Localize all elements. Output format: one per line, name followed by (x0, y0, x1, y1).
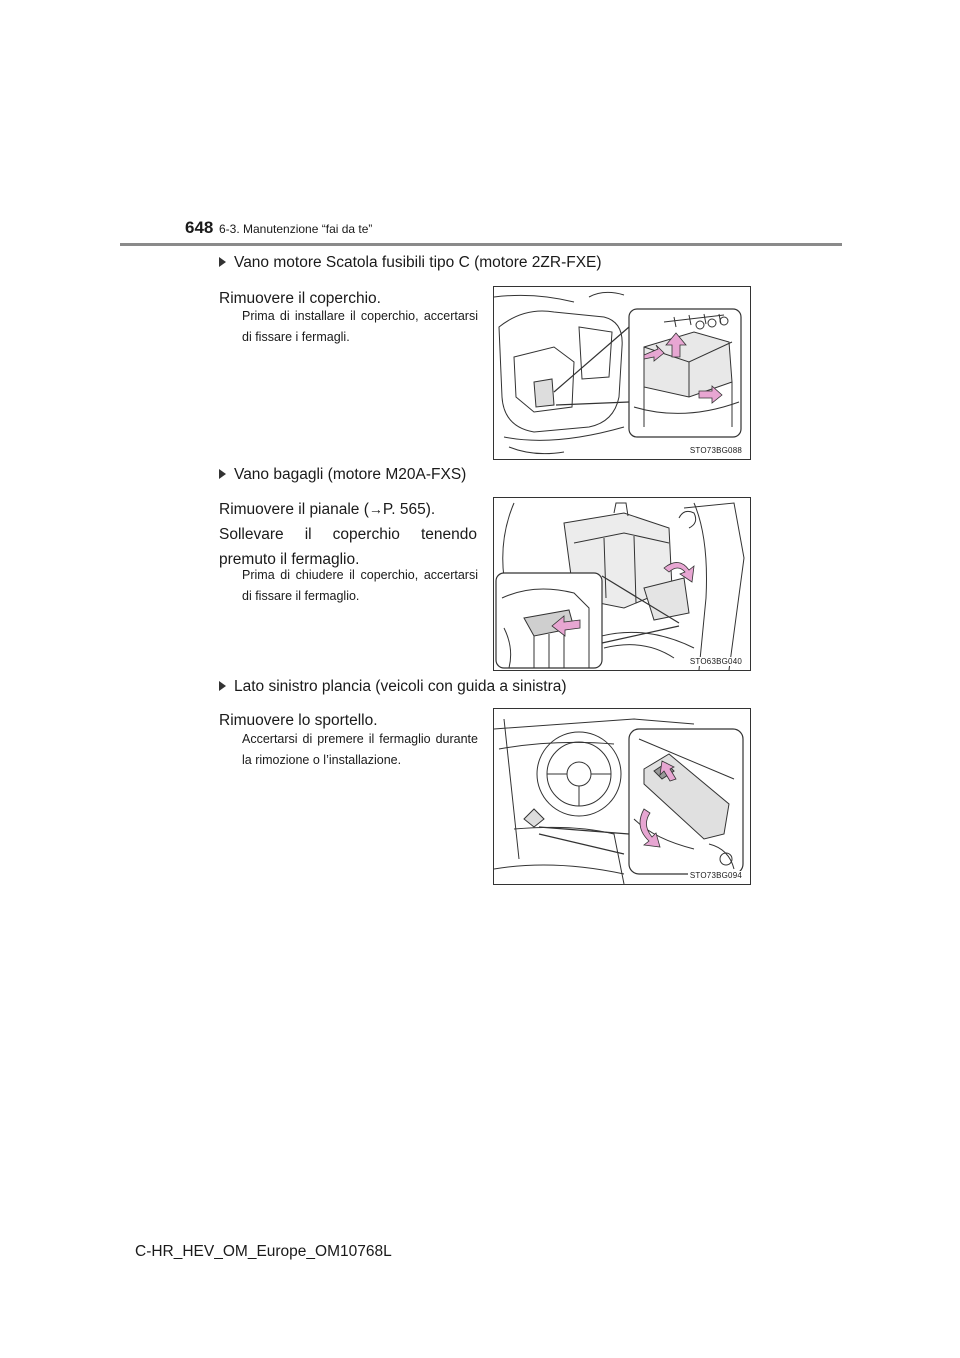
step-remove-cover: Rimuovere il coperchio. (219, 290, 381, 307)
bullet-triangle-icon (219, 469, 226, 479)
reference-arrow-icon: → (368, 501, 383, 517)
dashboard-fusebox-illustration (494, 709, 750, 884)
figure-luggage-fusebox (493, 497, 751, 671)
luggage-fusebox-illustration (494, 498, 750, 670)
bullet-triangle-icon (219, 257, 226, 267)
note-close-cover: Prima di chiudere il coperchio, accertarsi di fissare il fermaglio. (242, 568, 478, 603)
bullet-triangle-icon (219, 681, 226, 691)
note-press-clip: Accertarsi di premere il fermaglio durante la rimozione o l’installazione. (242, 732, 478, 767)
figure-code: STO63BG040 (689, 657, 742, 666)
step-remove-floor: Rimuovere il pianale (→P. 565). (219, 501, 436, 518)
figure-dashboard-fusebox (493, 708, 751, 885)
engine-fusebox-illustration (494, 287, 750, 459)
footer-document-id: C-HR_HEV_OM_Europe_OM10768L (135, 1243, 392, 1260)
step-remove-door: Rimuovere lo sportello. (219, 712, 378, 729)
header-divider (120, 243, 842, 246)
section-title-engine-fusebox: Vano motore Scatola fusibili tipo C (motore 2ZR-FXE) (219, 254, 602, 272)
step-lift-cover: Sollevare il coperchio tenendo premuto il fermaglio. (219, 526, 477, 568)
note-install-cover: Prima di installare il coperchio, accertarsi di fissare i fermagli. (242, 309, 478, 344)
section-title-dashboard: Lato sinistro plancia (veicoli con guida a sinistra) (219, 678, 567, 696)
page-number: 648 (185, 218, 214, 237)
figure-code: STO73BG088 (689, 446, 742, 455)
chapter-title: 6-3. Manutenzione “fai da te” (219, 222, 373, 236)
figure-code: STO73BG094 (689, 871, 742, 880)
section-title-luggage: Vano bagagli (motore M20A-FXS) (219, 466, 466, 484)
figure-engine-fusebox (493, 286, 751, 460)
